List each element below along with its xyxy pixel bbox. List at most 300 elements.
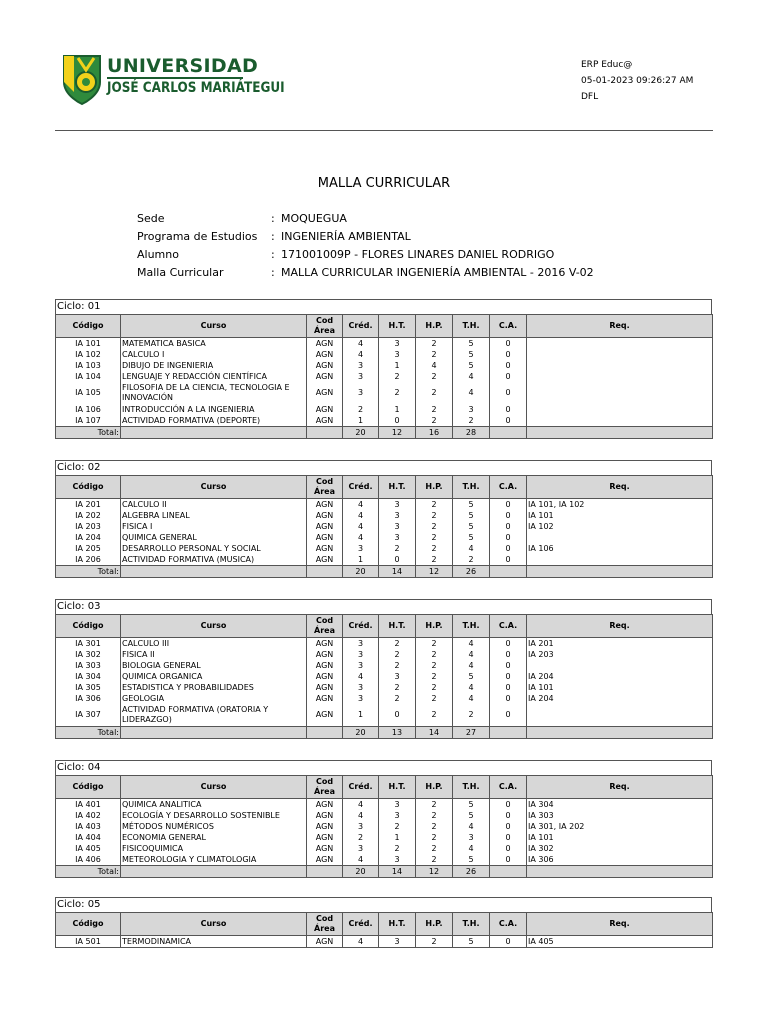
- info-row: [137, 246, 594, 264]
- cell-curso: ESTADISTICA Y PROBABILIDADES: [121, 682, 307, 693]
- ciclo-title: Ciclo: 03: [55, 599, 712, 614]
- cell-horas-teoria: 2: [379, 843, 416, 854]
- column-header-horas-teoria: H.T.: [379, 615, 416, 638]
- column-header-creditos: Créd.: [343, 776, 379, 799]
- cell-horas-practica: 2: [416, 810, 453, 821]
- total-blank: [527, 727, 713, 739]
- cell-creditos: 3: [343, 682, 379, 693]
- cell-curso: ECOLOGÍA Y DESARROLLO SOSTENIBLE: [121, 810, 307, 821]
- table-row: [56, 338, 713, 350]
- cell-codigo: IA 107: [56, 415, 121, 427]
- logo-divider: [107, 77, 243, 79]
- table-row: [56, 349, 713, 360]
- cell-horas-practica: 2: [416, 404, 453, 415]
- cell-curso: QUIMICA GENERAL: [121, 532, 307, 543]
- logo-line2: JOSÉ CARLOS MARIÁTEGUI: [107, 80, 285, 96]
- report-user: DFL: [581, 92, 599, 102]
- cell-ca: 0: [490, 360, 527, 371]
- cell-horas-practica: 2: [416, 349, 453, 360]
- column-header-requisitos: Req.: [527, 476, 713, 499]
- cell-horas-practica: 2: [416, 382, 453, 404]
- info-label: Alumno: [137, 248, 179, 261]
- total-horas-practica: 12: [416, 866, 453, 878]
- cell-ca: 0: [490, 510, 527, 521]
- cell-creditos: 4: [343, 810, 379, 821]
- cell-total-horas: 5: [453, 499, 490, 511]
- cell-ca: 0: [490, 936, 527, 948]
- column-header-curso: Curso: [121, 476, 307, 499]
- cell-creditos: 3: [343, 660, 379, 671]
- cell-cod-area: AGN: [307, 671, 343, 682]
- cell-ca: 0: [490, 649, 527, 660]
- cell-horas-teoria: 3: [379, 532, 416, 543]
- cell-horas-teoria: 3: [379, 854, 416, 866]
- cell-ca: 0: [490, 832, 527, 843]
- cell-curso: GEOLOGIA: [121, 693, 307, 704]
- table-row: [56, 649, 713, 660]
- table-row: [56, 404, 713, 415]
- cell-total-horas: 4: [453, 371, 490, 382]
- info-label: Programa de Estudios: [137, 230, 258, 243]
- cell-horas-practica: 2: [416, 521, 453, 532]
- table-row: [56, 799, 713, 811]
- column-header-requisitos: Req.: [527, 615, 713, 638]
- cell-cod-area: AGN: [307, 843, 343, 854]
- cell-horas-practica: 2: [416, 854, 453, 866]
- column-header-cod-area: Cod Área: [307, 476, 343, 499]
- cell-total-horas: 5: [453, 671, 490, 682]
- cell-creditos: 4: [343, 510, 379, 521]
- total-total-horas: 28: [453, 427, 490, 439]
- cell-ca: 0: [490, 638, 527, 650]
- cell-codigo: IA 204: [56, 532, 121, 543]
- cell-cod-area: AGN: [307, 510, 343, 521]
- total-blank: [307, 727, 343, 739]
- cell-horas-practica: 2: [416, 649, 453, 660]
- cell-curso: MATEMATICA BASICA: [121, 338, 307, 350]
- table-row: [56, 821, 713, 832]
- info-value: 171001009P - FLORES LINARES DANIEL RODRIGO: [281, 248, 555, 261]
- column-header-ca: C.A.: [490, 913, 527, 936]
- total-blank: [121, 866, 307, 878]
- cell-total-horas: 4: [453, 693, 490, 704]
- cell-horas-practica: 2: [416, 638, 453, 650]
- total-blank: [307, 566, 343, 578]
- header-row: [56, 476, 713, 499]
- cell-total-horas: 4: [453, 649, 490, 660]
- cell-cod-area: AGN: [307, 338, 343, 350]
- cell-creditos: 3: [343, 649, 379, 660]
- cell-horas-practica: 2: [416, 693, 453, 704]
- cell-total-horas: 5: [453, 810, 490, 821]
- cell-creditos: 3: [343, 382, 379, 404]
- cell-curso: DIBUJO DE INGENIERIA: [121, 360, 307, 371]
- total-blank: [121, 566, 307, 578]
- info-row: [137, 264, 594, 282]
- cell-requisitos: [527, 371, 713, 382]
- cell-codigo: IA 104: [56, 371, 121, 382]
- cell-creditos: 4: [343, 936, 379, 948]
- column-header-ca: C.A.: [490, 615, 527, 638]
- cell-curso: CALCULO I: [121, 349, 307, 360]
- cell-requisitos: IA 301, IA 202: [527, 821, 713, 832]
- table-row: [56, 704, 713, 727]
- table-row: [56, 854, 713, 866]
- cell-horas-practica: 2: [416, 338, 453, 350]
- ciclo-section: [55, 760, 712, 878]
- table-row: [56, 521, 713, 532]
- info-value: INGENIERÍA AMBIENTAL: [281, 230, 411, 243]
- cell-horas-practica: 2: [416, 799, 453, 811]
- column-header-codigo: Código: [56, 315, 121, 338]
- cell-creditos: 4: [343, 532, 379, 543]
- ciclo-section: [55, 897, 712, 948]
- column-header-codigo: Código: [56, 476, 121, 499]
- cell-curso: QUIMICA ANALITICA: [121, 799, 307, 811]
- cell-cod-area: AGN: [307, 404, 343, 415]
- cell-horas-practica: 2: [416, 510, 453, 521]
- cell-codigo: IA 106: [56, 404, 121, 415]
- cell-horas-practica: 4: [416, 360, 453, 371]
- cell-horas-teoria: 2: [379, 382, 416, 404]
- cell-curso: DESARROLLO PERSONAL Y SOCIAL: [121, 543, 307, 554]
- cell-cod-area: AGN: [307, 543, 343, 554]
- cell-requisitos: IA 306: [527, 854, 713, 866]
- cell-total-horas: 5: [453, 521, 490, 532]
- header-row: [56, 913, 713, 936]
- header-row: [56, 615, 713, 638]
- cell-ca: 0: [490, 704, 527, 727]
- system-name: ERP Educ@: [581, 60, 633, 70]
- cell-curso: FILOSOFIA DE LA CIENCIA, TECNOLOGIA E INNOVACIÓN: [121, 382, 307, 404]
- cell-creditos: 3: [343, 543, 379, 554]
- total-row: [56, 427, 713, 439]
- cell-codigo: IA 301: [56, 638, 121, 650]
- table-row: [56, 543, 713, 554]
- column-header-horas-teoria: H.T.: [379, 913, 416, 936]
- column-header-requisitos: Req.: [527, 776, 713, 799]
- cell-requisitos: IA 203: [527, 649, 713, 660]
- cell-requisitos: IA 101: [527, 682, 713, 693]
- cell-ca: 0: [490, 532, 527, 543]
- cell-total-horas: 5: [453, 360, 490, 371]
- column-header-curso: Curso: [121, 776, 307, 799]
- info-row: [137, 228, 594, 246]
- cell-ca: 0: [490, 843, 527, 854]
- cell-codigo: IA 405: [56, 843, 121, 854]
- cell-codigo: IA 303: [56, 660, 121, 671]
- cell-codigo: IA 307: [56, 704, 121, 727]
- cell-cod-area: AGN: [307, 360, 343, 371]
- cell-curso: ACTIVIDAD FORMATIVA (ORATORIA Y LIDERAZGO): [121, 704, 307, 727]
- cell-horas-teoria: 1: [379, 832, 416, 843]
- cell-ca: 0: [490, 521, 527, 532]
- cell-codigo: IA 102: [56, 349, 121, 360]
- info-value: MOQUEGUA: [281, 212, 347, 225]
- cell-curso: INTRODUCCIÓN A LA INGENIERIA: [121, 404, 307, 415]
- cell-codigo: IA 302: [56, 649, 121, 660]
- cell-ca: 0: [490, 693, 527, 704]
- cell-cod-area: AGN: [307, 832, 343, 843]
- cell-total-horas: 3: [453, 832, 490, 843]
- cell-total-horas: 4: [453, 843, 490, 854]
- column-header-ca: C.A.: [490, 776, 527, 799]
- student-info: [137, 210, 594, 282]
- total-creditos: 20: [343, 866, 379, 878]
- column-header-codigo: Código: [56, 615, 121, 638]
- cell-codigo: IA 202: [56, 510, 121, 521]
- cell-curso: CALCULO II: [121, 499, 307, 511]
- column-header-creditos: Créd.: [343, 913, 379, 936]
- column-header-cod-area: Cod Área: [307, 315, 343, 338]
- cell-codigo: IA 403: [56, 821, 121, 832]
- cell-requisitos: IA 101, IA 102: [527, 499, 713, 511]
- total-horas-practica: 16: [416, 427, 453, 439]
- cell-curso: FISICA I: [121, 521, 307, 532]
- column-header-codigo: Código: [56, 913, 121, 936]
- total-horas-teoria: 12: [379, 427, 416, 439]
- cell-cod-area: AGN: [307, 638, 343, 650]
- column-header-ca: C.A.: [490, 315, 527, 338]
- cell-horas-practica: 2: [416, 936, 453, 948]
- cell-curso: BIOLOGIA GENERAL: [121, 660, 307, 671]
- column-header-horas-practica: H.P.: [416, 315, 453, 338]
- column-header-horas-practica: H.P.: [416, 776, 453, 799]
- cell-requisitos: IA 201: [527, 638, 713, 650]
- total-horas-practica: 12: [416, 566, 453, 578]
- cell-horas-teoria: 3: [379, 671, 416, 682]
- cell-horas-teoria: 3: [379, 521, 416, 532]
- total-blank: [490, 566, 527, 578]
- cell-cod-area: AGN: [307, 499, 343, 511]
- table-row: [56, 693, 713, 704]
- university-logo: [60, 52, 285, 108]
- total-blank: [527, 566, 713, 578]
- cell-codigo: IA 105: [56, 382, 121, 404]
- cell-curso: ALGEBRA LINEAL: [121, 510, 307, 521]
- cell-curso: TERMODINAMICA: [121, 936, 307, 948]
- cell-codigo: IA 406: [56, 854, 121, 866]
- cell-ca: 0: [490, 682, 527, 693]
- total-blank: [121, 427, 307, 439]
- cell-cod-area: AGN: [307, 521, 343, 532]
- cell-cod-area: AGN: [307, 349, 343, 360]
- table-row: [56, 415, 713, 427]
- cell-codigo: IA 501: [56, 936, 121, 948]
- column-header-total-horas: T.H.: [453, 776, 490, 799]
- cell-ca: 0: [490, 799, 527, 811]
- cell-cod-area: AGN: [307, 693, 343, 704]
- cell-requisitos: IA 204: [527, 671, 713, 682]
- cell-ca: 0: [490, 404, 527, 415]
- table-row: [56, 936, 713, 948]
- cell-horas-practica: 2: [416, 671, 453, 682]
- cell-horas-practica: 2: [416, 415, 453, 427]
- cell-codigo: IA 306: [56, 693, 121, 704]
- cell-codigo: IA 201: [56, 499, 121, 511]
- cell-curso: CALCULO III: [121, 638, 307, 650]
- cell-requisitos: IA 101: [527, 510, 713, 521]
- total-horas-practica: 14: [416, 727, 453, 739]
- table-row: [56, 360, 713, 371]
- cell-creditos: 3: [343, 360, 379, 371]
- cell-cod-area: AGN: [307, 554, 343, 566]
- cell-codigo: IA 305: [56, 682, 121, 693]
- column-header-creditos: Créd.: [343, 615, 379, 638]
- column-header-total-horas: T.H.: [453, 913, 490, 936]
- total-blank: [490, 427, 527, 439]
- cell-creditos: 4: [343, 521, 379, 532]
- column-header-total-horas: T.H.: [453, 476, 490, 499]
- info-separator: :: [271, 248, 275, 261]
- cell-curso: MÉTODOS NUMÉRICOS: [121, 821, 307, 832]
- cell-total-horas: 2: [453, 554, 490, 566]
- cell-creditos: 4: [343, 349, 379, 360]
- cell-creditos: 2: [343, 404, 379, 415]
- cell-cod-area: AGN: [307, 810, 343, 821]
- cell-horas-practica: 2: [416, 499, 453, 511]
- cell-horas-practica: 2: [416, 832, 453, 843]
- total-label: Total:: [56, 866, 121, 878]
- cell-codigo: IA 206: [56, 554, 121, 566]
- cell-horas-practica: 2: [416, 554, 453, 566]
- cell-curso: LENGUAJE Y REDACCIÓN CIENTÍFICA: [121, 371, 307, 382]
- ciclo-title: Ciclo: 01: [55, 299, 712, 314]
- cell-total-horas: 4: [453, 821, 490, 832]
- cell-cod-area: AGN: [307, 821, 343, 832]
- cell-horas-practica: 2: [416, 371, 453, 382]
- header-row: [56, 776, 713, 799]
- cell-ca: 0: [490, 499, 527, 511]
- info-separator: :: [271, 212, 275, 225]
- cell-total-horas: 4: [453, 682, 490, 693]
- cell-horas-teoria: 3: [379, 349, 416, 360]
- total-horas-teoria: 14: [379, 566, 416, 578]
- table-row: [56, 510, 713, 521]
- info-separator: :: [271, 266, 275, 279]
- cell-requisitos: [527, 338, 713, 350]
- cell-horas-teoria: 3: [379, 338, 416, 350]
- table-row: [56, 843, 713, 854]
- cell-cod-area: AGN: [307, 371, 343, 382]
- header-divider: [55, 130, 713, 131]
- cell-codigo: IA 103: [56, 360, 121, 371]
- cell-curso: FISICA II: [121, 649, 307, 660]
- cell-horas-teoria: 2: [379, 821, 416, 832]
- cell-curso: ECONOMIA GENERAL: [121, 832, 307, 843]
- table-row: [56, 660, 713, 671]
- info-separator: :: [271, 230, 275, 243]
- cell-requisitos: IA 303: [527, 810, 713, 821]
- total-creditos: 20: [343, 427, 379, 439]
- ciclo-title: Ciclo: 05: [55, 897, 712, 912]
- cell-requisitos: IA 405: [527, 936, 713, 948]
- total-label: Total:: [56, 427, 121, 439]
- cell-horas-teoria: 3: [379, 810, 416, 821]
- cell-creditos: 4: [343, 671, 379, 682]
- cell-horas-teoria: 3: [379, 799, 416, 811]
- cell-creditos: 4: [343, 854, 379, 866]
- cell-ca: 0: [490, 821, 527, 832]
- cell-creditos: 2: [343, 832, 379, 843]
- cell-horas-teoria: 3: [379, 499, 416, 511]
- cell-horas-teoria: 1: [379, 360, 416, 371]
- total-blank: [527, 866, 713, 878]
- info-value: MALLA CURRICULAR INGENIERÍA AMBIENTAL - 2016 V-02: [281, 266, 594, 279]
- column-header-ca: C.A.: [490, 476, 527, 499]
- table-row: [56, 554, 713, 566]
- cell-total-horas: 3: [453, 404, 490, 415]
- column-header-curso: Curso: [121, 913, 307, 936]
- cell-codigo: IA 402: [56, 810, 121, 821]
- cell-horas-practica: 2: [416, 682, 453, 693]
- cell-creditos: 1: [343, 554, 379, 566]
- column-header-cod-area: Cod Área: [307, 913, 343, 936]
- cell-cod-area: AGN: [307, 936, 343, 948]
- column-header-cod-area: Cod Área: [307, 776, 343, 799]
- cell-ca: 0: [490, 338, 527, 350]
- ciclo-section: [55, 299, 712, 439]
- cell-ca: 0: [490, 382, 527, 404]
- cell-ca: 0: [490, 810, 527, 821]
- cell-requisitos: [527, 349, 713, 360]
- crest-icon: [60, 52, 104, 108]
- cell-horas-practica: 2: [416, 821, 453, 832]
- cell-requisitos: IA 101: [527, 832, 713, 843]
- cell-horas-teoria: 2: [379, 693, 416, 704]
- cell-cod-area: AGN: [307, 415, 343, 427]
- cell-ca: 0: [490, 415, 527, 427]
- cell-cod-area: AGN: [307, 382, 343, 404]
- ciclo-table: [55, 475, 713, 578]
- cell-ca: 0: [490, 543, 527, 554]
- cell-ca: 0: [490, 854, 527, 866]
- cell-total-horas: 5: [453, 854, 490, 866]
- cell-requisitos: [527, 382, 713, 404]
- total-total-horas: 26: [453, 566, 490, 578]
- cell-creditos: 1: [343, 704, 379, 727]
- total-row: [56, 866, 713, 878]
- cell-horas-teoria: 2: [379, 543, 416, 554]
- total-blank: [307, 866, 343, 878]
- table-row: [56, 499, 713, 511]
- cell-creditos: 3: [343, 638, 379, 650]
- table-row: [56, 832, 713, 843]
- total-horas-teoria: 14: [379, 866, 416, 878]
- cell-cod-area: AGN: [307, 532, 343, 543]
- column-header-cod-area: Cod Área: [307, 615, 343, 638]
- cell-creditos: 1: [343, 415, 379, 427]
- table-row: [56, 382, 713, 404]
- cell-total-horas: 5: [453, 936, 490, 948]
- cell-creditos: 4: [343, 499, 379, 511]
- cell-cod-area: AGN: [307, 854, 343, 866]
- cell-codigo: IA 304: [56, 671, 121, 682]
- cell-cod-area: AGN: [307, 649, 343, 660]
- total-label: Total:: [56, 727, 121, 739]
- cell-requisitos: [527, 554, 713, 566]
- total-blank: [121, 727, 307, 739]
- ciclo-table: [55, 775, 713, 878]
- cell-creditos: 3: [343, 693, 379, 704]
- ciclo-table: [55, 912, 713, 948]
- cell-horas-teoria: 3: [379, 510, 416, 521]
- cell-horas-teoria: 0: [379, 415, 416, 427]
- cell-horas-practica: 2: [416, 704, 453, 727]
- cell-total-horas: 2: [453, 415, 490, 427]
- page-title: MALLA CURRICULAR: [317, 176, 451, 191]
- cell-horas-teoria: 2: [379, 660, 416, 671]
